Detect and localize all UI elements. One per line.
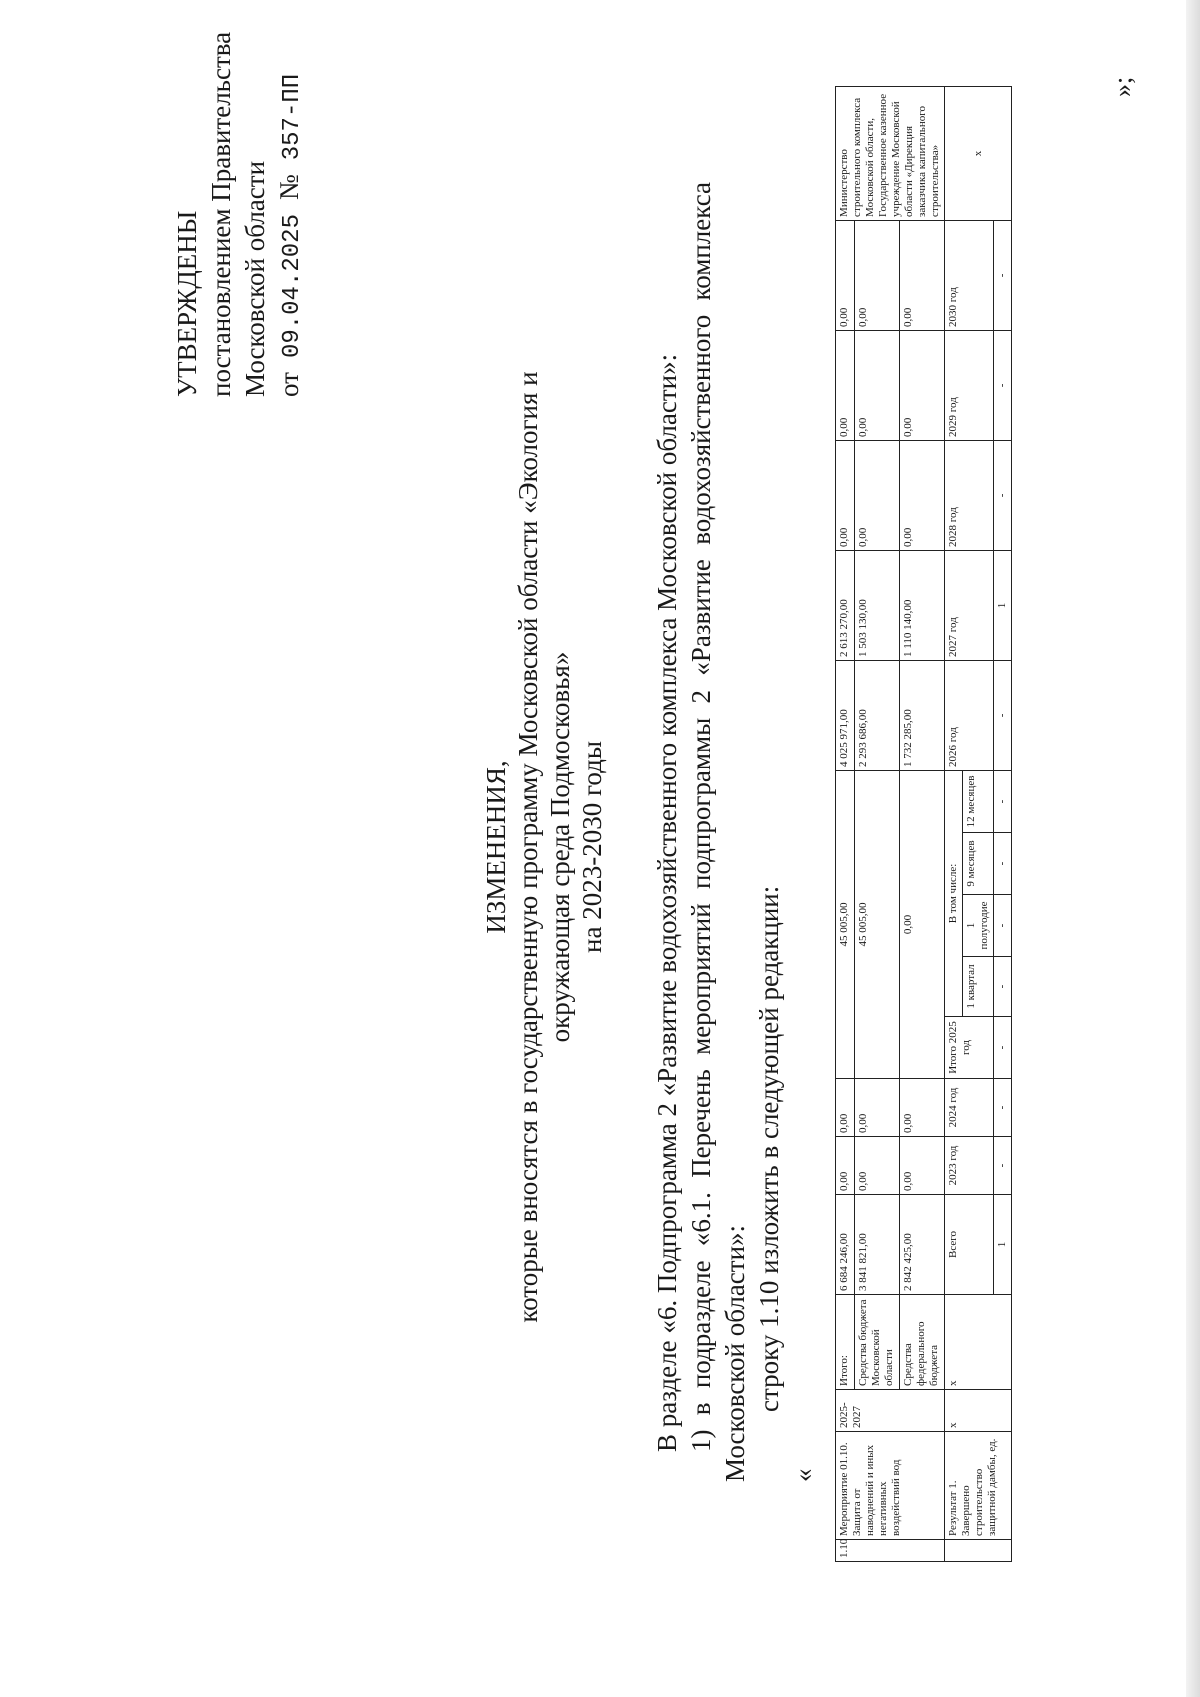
approval-stamp xyxy=(170,32,310,397)
funding-2030: 0,00 xyxy=(899,220,944,330)
result-2027: 1 xyxy=(994,550,1012,660)
result-2025-total: - xyxy=(994,1017,1012,1079)
instruction-paragraph: строку 1.10 изложить в следующей редакции: xyxy=(754,885,784,1412)
table-row xyxy=(899,86,944,1561)
funding-2027: 2 613 270,00 xyxy=(836,550,855,660)
funding-2026: 1 732 285,00 xyxy=(899,660,944,770)
result-2024: - xyxy=(994,1079,1012,1137)
funding-2026: 4 025 971,00 xyxy=(836,660,855,770)
table-row xyxy=(945,86,963,1561)
table-row xyxy=(854,86,899,1561)
result-12m: - xyxy=(994,770,1012,832)
funding-2025: 45 005,00 xyxy=(854,770,899,1078)
approval-number: 357-ПП xyxy=(279,73,306,161)
funding-2025: 45 005,00 xyxy=(836,770,855,1078)
event-name: Мероприятие 01.10. Защита от наводнений и иных негативных воздействий вод xyxy=(836,1432,945,1540)
result-total: 1 xyxy=(994,1195,1012,1295)
section-paragraph: В разделе «6. Подпрограмма 2 «Развитие водохозяйственного комплекса Московской области»: xyxy=(652,353,682,1452)
funding-2030: 0,00 xyxy=(836,220,855,330)
result-2023: - xyxy=(994,1137,1012,1195)
approval-date: 09.04.2025 xyxy=(279,214,306,359)
header-2026: 2026 год xyxy=(945,660,994,770)
approval-title: УТВЕРЖДЕНЫ xyxy=(172,210,202,397)
header-total: Всего xyxy=(945,1195,994,1295)
item-paragraph-line-1: 1) в подразделе «6.1. Перечень мероприятий подпрограммы 2 «Развитие водохозяйственного комплекса xyxy=(686,182,716,1452)
funding-2026: 2 293 686,00 xyxy=(854,660,899,770)
number-sign: № xyxy=(274,174,304,201)
header-2023: 2023 год xyxy=(945,1137,994,1195)
funding-2030: 0,00 xyxy=(854,220,899,330)
funding-source: Итого: xyxy=(836,1295,855,1390)
funding-2029: 0,00 xyxy=(854,330,899,440)
approval-date-line xyxy=(272,32,310,397)
close-quote: »; xyxy=(1108,76,1137,97)
result-2029: - xyxy=(994,330,1012,440)
event-period: 2025-2027 xyxy=(836,1390,945,1432)
open-quote-line xyxy=(786,182,820,1482)
result-source-x: х xyxy=(945,1295,1012,1390)
funding-2029: 0,00 xyxy=(899,330,944,440)
row-number-empty xyxy=(945,1540,1012,1562)
header-9m: 9 месяцев xyxy=(963,833,994,895)
events-table xyxy=(835,86,1012,1562)
result-2030: - xyxy=(994,220,1012,330)
result-name: Результат 1. Завершено строительство защитной дамбы, ед. xyxy=(945,1432,1012,1540)
result-9m: - xyxy=(994,833,1012,895)
header-2024: 2024 год xyxy=(945,1079,994,1137)
document-heading xyxy=(480,297,608,1397)
funding-2028: 0,00 xyxy=(899,440,944,550)
funding-source: Средства бюджета Московской области xyxy=(854,1295,899,1390)
body-text xyxy=(650,182,820,1482)
header-q1: 1 квартал xyxy=(963,957,994,1017)
heading-title: ИЗМЕНЕНИЯ, xyxy=(481,760,511,934)
result-q1: - xyxy=(994,957,1012,1017)
header-2025-total: Итого 2025 год xyxy=(945,1017,994,1079)
funding-2024: 0,00 xyxy=(836,1079,855,1137)
funding-2027: 1 110 140,00 xyxy=(899,550,944,660)
funding-total: 6 684 246,00 xyxy=(836,1195,855,1295)
item-paragraph-line-2: Московской области»: xyxy=(720,1224,750,1482)
row-number: 1.10 xyxy=(836,1540,945,1562)
funding-2023: 0,00 xyxy=(899,1137,944,1195)
approval-line-1: постановлением Правительства xyxy=(206,31,236,397)
funding-2023: 0,00 xyxy=(854,1137,899,1195)
funding-source: Средства федерального бюджета xyxy=(899,1295,944,1390)
heading-line-3: на 2023-2030 годы xyxy=(577,741,607,953)
header-2029: 2029 год xyxy=(945,330,994,440)
header-h1: 1 полугодие xyxy=(963,895,994,957)
funding-2023: 0,00 xyxy=(836,1137,855,1195)
funding-2024: 0,00 xyxy=(899,1079,944,1137)
header-2028: 2028 год xyxy=(945,440,994,550)
funding-total: 3 841 821,00 xyxy=(854,1195,899,1295)
table-row xyxy=(836,86,855,1561)
header-in-that-number: В том числе: xyxy=(945,770,963,1016)
open-quote: « xyxy=(788,1468,818,1482)
responsible-executor: Министерство строительного комплекса Московской области, Государственное казенное учреждение Московской области «Дирекция заказчика капитального строительства» xyxy=(836,86,945,220)
heading-line-2: которые вносятся в государственную программу Московской области «Экология и окружающая среда Подмосковья» xyxy=(513,371,575,1323)
funding-2028: 0,00 xyxy=(854,440,899,550)
header-12m: 12 месяцев xyxy=(963,770,994,832)
funding-2028: 0,00 xyxy=(836,440,855,550)
approval-line-2: Московской области xyxy=(240,160,270,397)
funding-2029: 0,00 xyxy=(836,330,855,440)
result-2026: - xyxy=(994,660,1012,770)
header-2030: 2030 год xyxy=(945,220,994,330)
result-responsible-x: х xyxy=(945,86,1012,220)
funding-2024: 0,00 xyxy=(854,1079,899,1137)
header-2027: 2027 год xyxy=(945,550,994,660)
result-period-x: х xyxy=(945,1390,1012,1432)
date-prefix: от xyxy=(274,372,304,397)
funding-2025: 0,00 xyxy=(899,770,944,1078)
result-h1: - xyxy=(994,895,1012,957)
funding-total: 2 842 425,00 xyxy=(899,1195,944,1295)
funding-2027: 1 503 130,00 xyxy=(854,550,899,660)
result-2028: - xyxy=(994,440,1012,550)
